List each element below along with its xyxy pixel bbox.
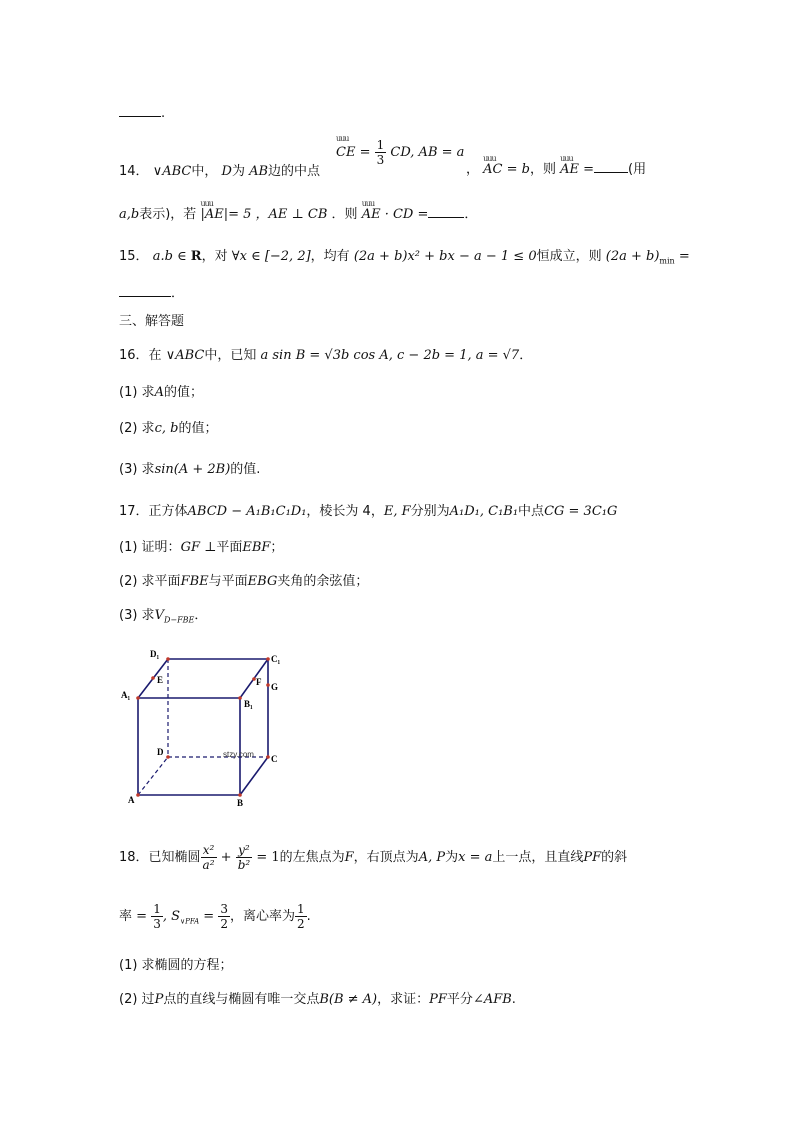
fraction-one-half: $\frac{1}{2}$ [296, 902, 305, 931]
question-18-part-2: (2) 过P点的直线与椭圆有唯一交点B(B ≠ A)，求证：PF平分∠AFB. [119, 992, 516, 1007]
point-a1 [136, 696, 140, 700]
label-d1: D₁ [150, 649, 160, 659]
point-c [266, 755, 270, 759]
watermark-text: stzy.com [223, 750, 254, 759]
answer-blank [119, 104, 161, 117]
label-a: A [128, 795, 135, 805]
answer-blank [594, 160, 628, 173]
label-f: F [256, 677, 262, 687]
fraction-one-third: $\frac{1}{3}$ [153, 902, 161, 931]
question-17-part-3: (3) 求$V_{D-FBE}$． [119, 608, 208, 625]
point-d1 [166, 657, 170, 661]
question-17-line-1: 17．正方体ABCD − A₁B₁C₁D₁，棱长为 4，E, F分别为A₁D₁, C₁B₁中点CG = 3C₁G [119, 504, 618, 519]
cube-figure [120, 645, 290, 815]
section-heading: 三、解答题 [119, 314, 185, 329]
question-14-line-2: a,b表示)，若 uuu |AE|= 5 ，AE ⊥ CB ．则 uuu AE · CD = ． [119, 205, 477, 224]
label-c1: C₁ [271, 654, 281, 664]
point-a [136, 793, 140, 797]
edge-a-d-hidden [138, 757, 168, 795]
fraction-x2-a2: $\frac{\text{x²}}{\text{a²}}$ [202, 843, 215, 872]
point-c1 [266, 657, 270, 661]
fraction-three-halves: $\frac{3}{2}$ [220, 902, 228, 931]
question-14-vector-expr: uuu CE = $\frac{1}{3}$ CD, AB = a [336, 138, 464, 167]
question-15-answer-line: ． [119, 284, 184, 303]
fraction-one-third: $\frac{1}{3}$ [376, 138, 385, 167]
answer-blank [428, 205, 464, 218]
label-c: C [271, 754, 278, 764]
q13-answer-line: . [119, 104, 165, 123]
point-g [266, 683, 270, 687]
question-17-part-1: (1) 证明：GF ⊥平面EBF； [119, 540, 284, 555]
fraction-y2-b2: $\frac{\text{y²}}{\text{b²}}$ [237, 843, 251, 872]
label-b1: B₁ [244, 699, 253, 709]
question-18-line-2: 率 = $\frac{1}{3}$ , $S_{\vee PFA}$ = $\frac{3}{2}$ ，离心率为 $\frac{1}{2}$ . [119, 902, 311, 931]
question-18-line-1: 18．已知椭圆 $\frac{\text{x²}}{\text{a²}}$ + $\frac{\text{y²}}{\text{b²}}$ = 1的左焦点为F，右顶点为A, P为x = a上一点，且直线PF的斜 [119, 843, 628, 872]
answer-blank [119, 284, 171, 297]
point-b1 [238, 696, 242, 700]
question-16-line-1: 16．在 ∨ABC中，已知 a sin B = √3b cos A, c − 2b = 1, a = √7． [119, 348, 533, 363]
edge-b-c [240, 757, 268, 795]
label-e: E [157, 675, 164, 685]
label-b: B [237, 798, 244, 808]
point-b [238, 793, 242, 797]
question-14-line-1-tail: ， uuu AC = b，则 uuu AE = (用 [466, 160, 646, 179]
question-15-line-1: 15． a.b ∈ R，对 ∀x ∈ [−2, 2]，均有 (2a + b)x² + bx − a − 1 ≤ 0恒成立，则 $(2a + b)_{min}$ = [119, 249, 690, 266]
question-14-line-1: 14． ∨ABC中， D为 AB边的中点 [119, 164, 321, 179]
question-18-part-1: (1) 求椭圆的方程； [119, 958, 233, 973]
label-g: G [271, 682, 279, 692]
question-16-part-3: (3) 求sin(A + 2B)的值. [119, 462, 261, 477]
point-d [166, 755, 170, 759]
question-16-part-2: (2) 求c, b的值； [119, 421, 218, 436]
question-17-part-2: (2) 求平面FBE与平面EBG夹角的余弦值； [119, 574, 369, 589]
label-a1: A₁ [121, 690, 131, 700]
question-16-part-1: (1) 求A的值； [119, 385, 203, 400]
cube-diagram [120, 645, 290, 815]
label-d: D [157, 747, 164, 757]
point-e [151, 676, 155, 680]
